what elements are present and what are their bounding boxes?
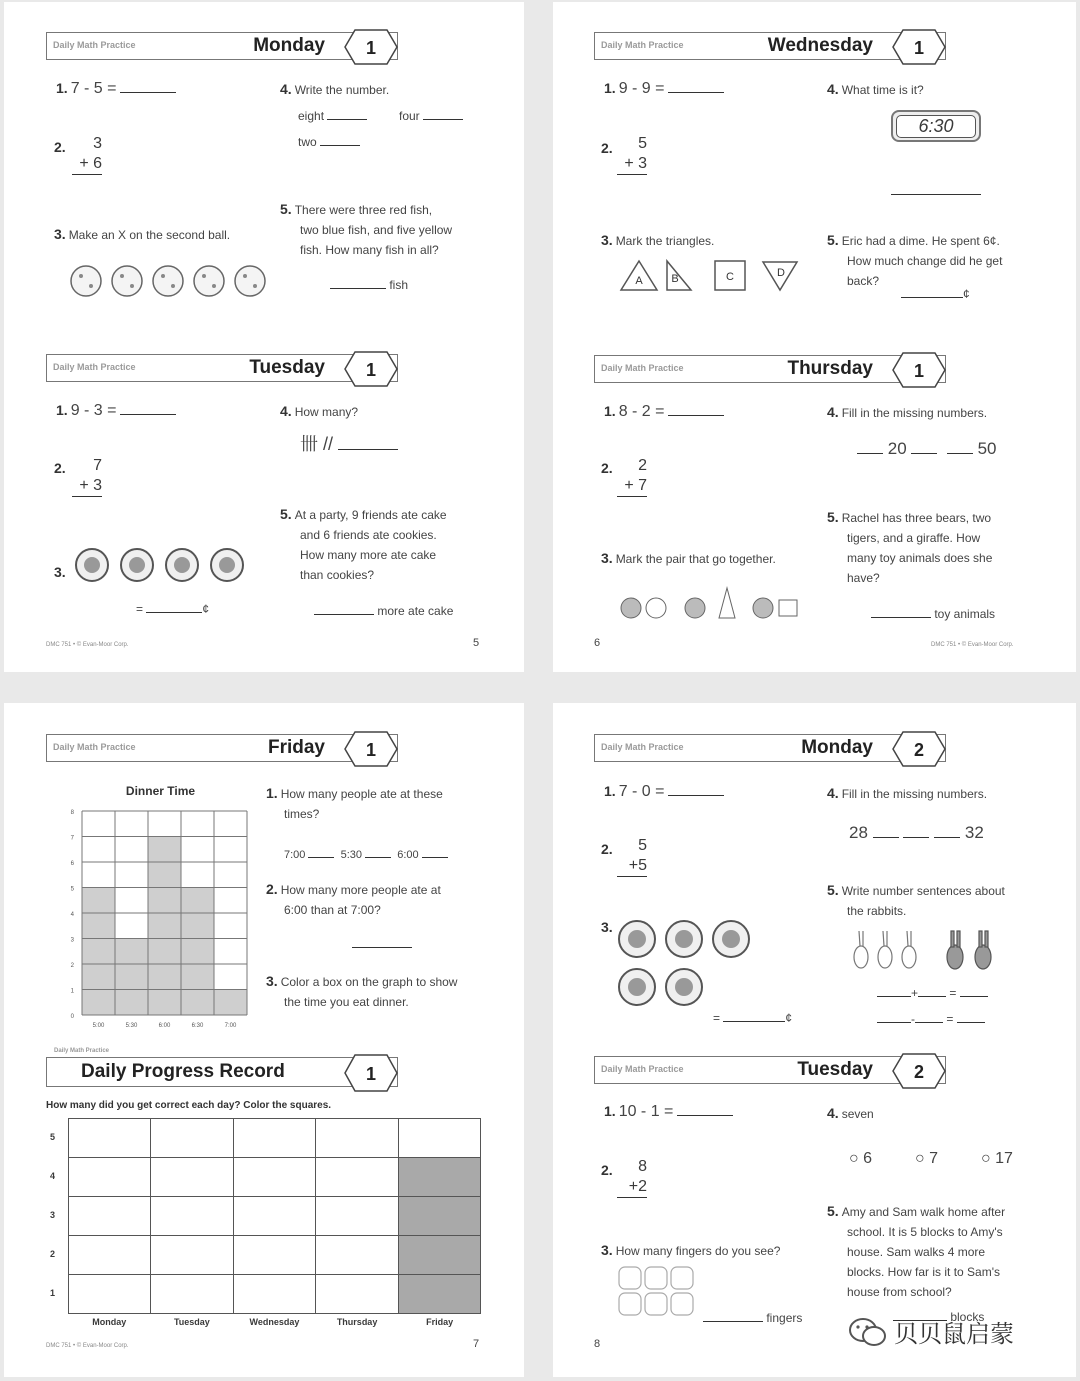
- progress-cell[interactable]: [151, 1158, 233, 1197]
- q2: 2. How many more people ate at 6:00 than at 7:00?: [266, 881, 441, 917]
- q2-addition: 7 + 3: [72, 456, 102, 497]
- q3-number: 3.: [601, 919, 613, 935]
- progress-cell[interactable]: [398, 1197, 480, 1236]
- coins-icon: [74, 545, 254, 585]
- svg-text:1: 1: [365, 360, 377, 380]
- q3-answer: = ¢: [713, 1011, 793, 1025]
- progress-cell[interactable]: [151, 1197, 233, 1236]
- page-number: 5: [473, 637, 480, 649]
- q3-number: 3.: [54, 564, 66, 580]
- progress-cell[interactable]: [233, 1275, 315, 1314]
- week-badge-icon: [889, 28, 949, 66]
- progress-cell[interactable]: [69, 1275, 151, 1314]
- q1-times: 7:00 5:30 6:00: [284, 845, 448, 865]
- progress-cell[interactable]: [151, 1236, 233, 1275]
- page-7: [4, 703, 524, 1377]
- q4-sequence: 20 50: [857, 439, 997, 459]
- progress-cell[interactable]: [151, 1275, 233, 1314]
- y-tick-label: 8: [70, 810, 74, 816]
- progress-cell[interactable]: [233, 1158, 315, 1197]
- progress-row-labels: 5 4 3 2 1: [50, 1132, 56, 1298]
- progress-cell[interactable]: [316, 1119, 398, 1158]
- y-tick-label: 4: [70, 912, 74, 918]
- progress-day-labels: Monday Tuesday Wednesday Thursday Friday: [92, 1317, 454, 1327]
- svg-text:1: 1: [913, 361, 925, 381]
- shape-pairs-icon: [619, 584, 809, 624]
- y-tick-label: 1: [70, 988, 74, 995]
- progress-cell[interactable]: [398, 1275, 480, 1314]
- q2-number: 2.: [601, 140, 613, 156]
- q3-answer: fingers: [703, 1308, 802, 1328]
- progress-cell[interactable]: [398, 1236, 480, 1275]
- progress-cell[interactable]: [69, 1197, 151, 1236]
- page-number: 8: [594, 1338, 601, 1350]
- progress-small-label: Daily Math Practice: [54, 1048, 110, 1054]
- x-tick-label: 5:00: [92, 1023, 105, 1029]
- y-tick-label: 6: [70, 861, 74, 867]
- q5: 5. At a party, 9 friends ate cake and 6 friends ate cookies. How many more ate cake than cookies?: [280, 506, 447, 582]
- dinner-time-chart: [58, 801, 258, 1029]
- q2-addition: 8 +2: [617, 1157, 647, 1198]
- header-label: Daily Math Practice: [53, 40, 136, 50]
- q4: 4. Fill in the missing numbers.: [827, 404, 988, 420]
- q5-addition-sentence: + =: [877, 983, 988, 1003]
- bar-5:30: [115, 939, 148, 1016]
- q4-option-6[interactable]: ○ 6: [849, 1150, 873, 1167]
- week-badge-icon: [341, 730, 401, 768]
- q3-answer: = ¢: [136, 602, 210, 616]
- page-number: 6: [594, 637, 601, 649]
- progress-cell[interactable]: [398, 1158, 480, 1197]
- q4-option-17[interactable]: ○ 17: [981, 1150, 1013, 1167]
- q1: 1. 9 - 9 =: [604, 78, 724, 99]
- progress-row: [69, 1197, 481, 1236]
- svg-text:1: 1: [913, 38, 925, 58]
- q5: 5. Write number sentences about the rabbits.: [827, 882, 1005, 918]
- progress-cell[interactable]: [69, 1119, 151, 1158]
- q2-number: 2.: [601, 841, 613, 857]
- q5: 5. There were three red fish, two blue fish, and five yellow fish. How many fish in all?: [280, 201, 453, 257]
- balls-icon: [68, 264, 278, 298]
- bar-6:30: [181, 888, 214, 1016]
- day-title: Tuesday: [249, 357, 325, 378]
- q5-answer: blocks: [893, 1307, 984, 1327]
- progress-row: [69, 1158, 481, 1197]
- progress-cell[interactable]: [69, 1158, 151, 1197]
- y-tick-label: 3: [70, 937, 74, 944]
- y-tick-label: 5: [70, 886, 74, 893]
- week-badge-icon: [889, 351, 949, 389]
- svg-text:2: 2: [913, 740, 925, 760]
- page-number: 7: [473, 1338, 480, 1350]
- q4-eight: eight: [298, 106, 367, 126]
- day-title: Wednesday: [767, 35, 873, 56]
- progress-cell[interactable]: [151, 1119, 233, 1158]
- thursday-header: Daily Math Practice Thursday 1: [594, 355, 946, 383]
- q4-four: four: [399, 106, 463, 126]
- day-title: Monday: [253, 35, 325, 56]
- tuesday-week2-header: Daily Math Practice Tuesday 2: [594, 1056, 946, 1084]
- q2-addition: 5 + 3: [617, 134, 647, 175]
- x-tick-label: 7:00: [224, 1023, 237, 1029]
- q1: 1. 7 - 0 =: [604, 781, 724, 802]
- progress-row: [69, 1275, 481, 1314]
- week-badge-icon: [341, 350, 401, 388]
- svg-text:2: 2: [913, 1062, 925, 1082]
- bar-7:00: [214, 990, 247, 1016]
- rabbits-icon: [851, 927, 1001, 971]
- q4-sequence: 28 32: [849, 823, 984, 842]
- week-badge-icon: [889, 730, 949, 768]
- q5: 5. Amy and Sam walk home after school. It is 5 blocks to Amy's house. Sam walks 4 more blocks. How far is it to Sam's house from school?: [827, 1203, 1006, 1299]
- q5-answer: more ate cake: [314, 601, 453, 621]
- day-title: Thursday: [787, 358, 873, 379]
- watermark-text: 贝贝鼠启蒙: [894, 1320, 1014, 1348]
- progress-cell[interactable]: [316, 1236, 398, 1275]
- q5-answer: ¢: [901, 284, 970, 304]
- progress-grid[interactable]: [68, 1118, 481, 1314]
- q5: 5. Rachel has three bears, two tigers, and a giraffe. How many toy animals does she have?: [827, 509, 993, 585]
- friday-header: Daily Math Practice Friday 1: [46, 734, 398, 762]
- q1: 1. 9 - 3 =: [56, 400, 176, 421]
- footer: DMC 751 • © Evan-Moor Corp.: [931, 642, 1014, 648]
- q5-answer: fish: [330, 275, 408, 295]
- footer: DMC 751 • © Evan-Moor Corp.: [46, 1343, 129, 1349]
- wednesday-header: Daily Math Practice Wednesday 1: [594, 32, 946, 60]
- week-badge-icon: [889, 1052, 949, 1090]
- progress-title: Daily Progress Record: [81, 1061, 285, 1082]
- progress-cell[interactable]: [316, 1275, 398, 1314]
- q5-subtraction-sentence: - =: [877, 1009, 985, 1029]
- q2-number: 2.: [601, 1162, 613, 1178]
- page-6: [553, 2, 1076, 672]
- week-badge-icon: [341, 28, 401, 66]
- q2-addition: 5 +5: [617, 836, 647, 877]
- y-tick-label: 2: [70, 963, 74, 969]
- q3: 3. Make an X on the second ball.: [54, 226, 231, 242]
- svg-text:A: A: [635, 275, 643, 287]
- progress-header: [46, 1057, 398, 1087]
- q2-number: 2.: [54, 460, 66, 476]
- wechat-icon: [848, 1316, 888, 1348]
- x-tick-label: 6:00: [158, 1023, 171, 1029]
- coins-icon: [617, 917, 757, 1009]
- q2-number: 2.: [54, 139, 66, 155]
- q5-answer: toy animals: [871, 604, 995, 624]
- x-tick-label: 5:30: [125, 1023, 138, 1029]
- watermark: [848, 1314, 1014, 1349]
- tuesday-header: Daily Math Practice Tuesday 1: [46, 354, 398, 382]
- q3: 3. Mark the pair that go together.: [601, 550, 776, 566]
- q1: 1. 7 - 5 =: [56, 78, 176, 99]
- q4-tally: 卌 //: [300, 434, 398, 454]
- svg-text:B: B: [671, 273, 679, 285]
- q4: 4. seven: [827, 1105, 874, 1121]
- q4: 4. Fill in the missing numbers.: [827, 785, 988, 801]
- svg-text:D: D: [777, 267, 785, 279]
- time-answer-line: [891, 194, 981, 195]
- progress-cell[interactable]: [316, 1197, 398, 1236]
- svg-text:1: 1: [365, 740, 377, 760]
- bar-6:00: [148, 837, 181, 1016]
- progress-row: [69, 1236, 481, 1275]
- page-8: [553, 703, 1076, 1377]
- q4-option-7[interactable]: ○ 7: [915, 1150, 939, 1167]
- progress-cell[interactable]: [233, 1197, 315, 1236]
- day-title: Monday: [801, 737, 873, 758]
- q3: 3. How many fingers do you see?: [601, 1242, 781, 1258]
- svg-text:1: 1: [365, 38, 377, 58]
- page-5: [4, 2, 524, 672]
- x-tick-label: 6:30: [191, 1023, 204, 1029]
- q4: 4. How many?: [280, 403, 359, 419]
- q4-two: two: [298, 132, 360, 152]
- progress-instruction: How many did you get correct each day? Color the squares.: [46, 1100, 332, 1111]
- q2-addition: 2 + 7: [617, 456, 647, 497]
- digital-clock: 6:30: [891, 110, 981, 142]
- q3: 3. Color a box on the graph to show the time you eat dinner.: [266, 973, 458, 1009]
- hands-icon: [617, 1263, 697, 1319]
- progress-cell[interactable]: [69, 1236, 151, 1275]
- q4: 4. What time is it?: [827, 81, 924, 97]
- q2-answer-line: [352, 947, 412, 948]
- q5: 5. Eric had a dime. He spent 6¢. How much change did he get back?: [827, 232, 1003, 288]
- chart-title: Dinner Time: [125, 784, 196, 798]
- monday-header: [46, 32, 398, 60]
- progress-cell[interactable]: [233, 1236, 315, 1275]
- progress-cell[interactable]: [233, 1119, 315, 1158]
- progress-cell[interactable]: [316, 1158, 398, 1197]
- svg-text:1: 1: [365, 1064, 377, 1084]
- week-badge-icon: [341, 1053, 401, 1093]
- triangles-icon: [619, 258, 809, 294]
- progress-cell[interactable]: [398, 1119, 480, 1158]
- y-tick-label: 0: [70, 1014, 74, 1020]
- progress-row: [69, 1119, 481, 1158]
- q1: 1. 8 - 2 =: [604, 401, 724, 422]
- bar-5:00: [82, 888, 115, 1016]
- q1: 1. 10 - 1 =: [604, 1101, 733, 1122]
- svg-text:C: C: [726, 271, 734, 283]
- q3: 3. Mark the triangles.: [601, 232, 715, 248]
- day-title: Tuesday: [797, 1059, 873, 1080]
- q2-number: 2.: [601, 460, 613, 476]
- monday-week2-header: Daily Math Practice Monday 2: [594, 734, 946, 762]
- q1: 1. How many people ate at these times?: [266, 785, 443, 821]
- q2-addition: 3 + 6: [72, 134, 102, 175]
- q4: 4. Write the number.: [280, 81, 390, 97]
- footer: DMC 751 • © Evan-Moor Corp.: [46, 642, 129, 648]
- y-tick-label: 7: [70, 835, 74, 842]
- day-title: Friday: [267, 737, 325, 758]
